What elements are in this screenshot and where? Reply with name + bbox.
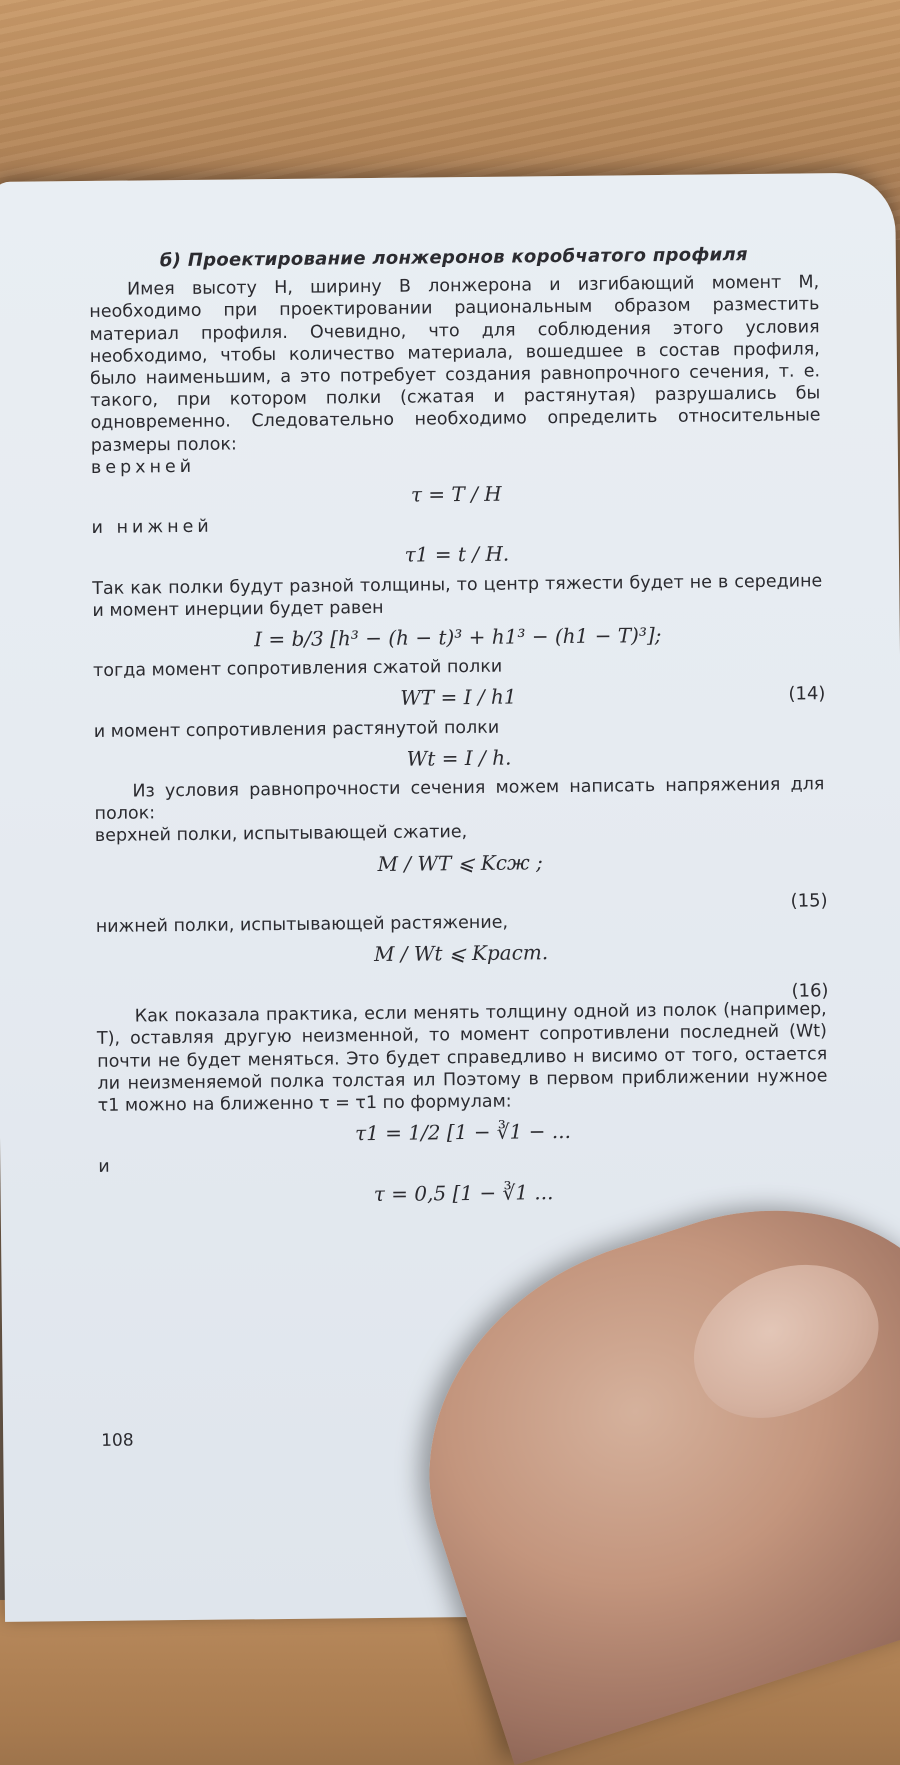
page-text: [89, 243, 829, 1215]
formula-tau-final: τ = 0,5 [1 − ∛1 ...: [373, 1179, 554, 1206]
paragraph-tension-flange: и момент сопротивления растянутой полки: [93, 717, 500, 742]
equation-number-14: (14): [788, 682, 826, 705]
formula-wt-upper-text: WT = I / h1: [400, 684, 517, 711]
formula-tau1-final: τ1 = 1/2 [1 − ∛1 − ...: [354, 1119, 572, 1146]
label-lower: и нижней: [91, 516, 213, 539]
label-upper: верхней: [90, 456, 196, 478]
formula-wt-lower: Wt = I / h.: [406, 745, 512, 771]
label-and: и: [98, 1156, 110, 1177]
formula-stress-upper: M / WT ⩽ Kсж ;: [377, 849, 543, 876]
formula-tau1: τ1 = t / H.: [404, 542, 510, 568]
equation-number-15: (15): [790, 890, 828, 912]
paragraph-intro: Имея высоту H, ширину B лонжерона и изгибающий момент M, необходимо при проектировании рациональным образом разместить материал профиля. Очевидно, что для соблюдения этого условия необходимо, чтобы количество материала, вошедшее в состав профиля, было наименьшим, а это потребует создания равнопрочного сечения, т. е. такого, при котором полки (сжатая и растянутая) разрушались бы одновременно. Следовательно необходимо определить относительные размеры полок:: [89, 272, 821, 456]
formula-stress-lower: M / Wt ⩽ Kраст.: [373, 940, 549, 967]
paragraph-compressed-flange: тогда момент сопротивления сжатой полки: [93, 656, 503, 682]
paragraph-lower-flange-tension: нижней полки, испытывающей растяжение,: [95, 912, 509, 937]
formula-tau: τ = T / H: [410, 481, 502, 507]
equation-number-16: (16): [791, 980, 829, 1002]
paragraph-center-of-gravity: Так как полки будут разной толщины, то центр тяжести будет не в середине и момент инерции будет равен: [92, 570, 823, 621]
paragraph-practice: Как показала практика, если менять толщину одной из полок (например, T), оставляя другую неизменной, то момент сопротивлени последней (Wt) почти не будет меняться. Это будет справедливо н висимо от того, остается ли неизменяемой полка толстая ил Поэтому в первом приближении нужное τ1 можно на ближенно τ = τ1 по формулам:: [96, 999, 828, 1117]
formula-inertia: I = b/3 [h³ − (h − t)³ + h1³ − (h1 − T)³];: [254, 623, 662, 652]
formula-wt-upper: [93, 682, 826, 713]
paragraph-upper-flange-compression: верхней полки, испытывающей сжатие,: [94, 822, 468, 847]
paragraph-equal-strength: Из условия равнопрочности сечения можем написать напряжения для полок:: [94, 774, 825, 825]
page-number: 108: [101, 1430, 134, 1451]
section-heading: б) Проектирование лонжеронов коробчатого профиля: [159, 244, 748, 272]
